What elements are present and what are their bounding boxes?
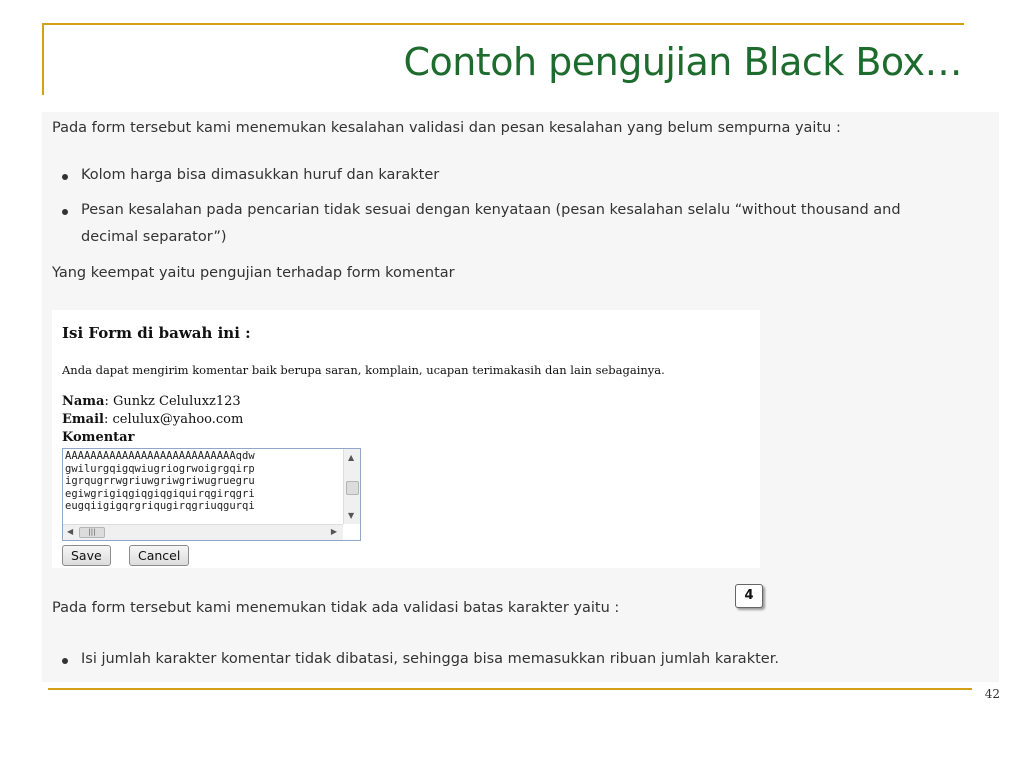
horizontal-scrollbar[interactable] (63, 524, 343, 540)
bullet-item: Kolom harga bisa dimasukkan huruf dan karakter (81, 167, 440, 183)
cancel-button[interactable]: Cancel (129, 545, 189, 566)
form-heading: Isi Form di bawah ini : (62, 324, 251, 342)
save-button[interactable]: Save (62, 545, 111, 566)
vertical-scrollbar[interactable] (343, 449, 360, 524)
email-label: Email (62, 412, 104, 427)
scroll-up-arrow-icon[interactable]: ▲ (348, 453, 355, 462)
bullet-item: Pesan kesalahan pada pencarian tidak sesuai dengan kenyataan (pesan kesalahan selalu “without thousand and (81, 202, 901, 218)
comment-text: AAAAAAAAAAAAAAAAAAAAAAAAAAAqdw gwilurgqigqwiugriogrwoigrgqirp igrqugrrwgriuwgriwgriwugruegru egiwgrigiqgiqgiqgiquirqgirqgri eugqiigigqrgriqugirqgriuqgurqi (65, 450, 255, 512)
comment-textarea[interactable] (62, 448, 361, 541)
top-rule (42, 23, 964, 25)
comment-form (52, 310, 760, 568)
bullet-item-continuation: decimal separator”) (81, 229, 227, 245)
comment-label: Komentar (62, 430, 135, 445)
scroll-right-arrow-icon[interactable]: ▶ (330, 527, 337, 536)
keempat-text: Yang keempat yaitu pengujian terhadap form komentar (52, 265, 455, 281)
email-field (62, 412, 243, 427)
bullet-icon (62, 658, 68, 664)
finding-text: Pada form tersebut kami menemukan tidak ada validasi batas karakter yaitu : (52, 600, 620, 616)
bullet-item: Isi jumlah karakter komentar tidak dibatasi, sehingga bisa memasukkan ribuan jumlah karakter. (81, 651, 779, 667)
name-value: : Gunkz Celuluxz123 (104, 394, 241, 409)
intro-text: Pada form tersebut kami menemukan kesalahan validasi dan pesan kesalahan yang belum sempurna yaitu : (52, 120, 841, 136)
scroll-thumb[interactable]: ||| (79, 527, 105, 538)
note-number-box: 4 (735, 584, 763, 608)
scroll-left-arrow-icon[interactable]: ◀ (67, 527, 74, 536)
content-area (42, 112, 999, 682)
scroll-down-arrow-icon[interactable]: ▼ (348, 511, 355, 520)
bullet-icon (62, 174, 68, 180)
name-field (62, 394, 241, 409)
form-description: Anda dapat mengirim komentar baik berupa saran, komplain, ucapan terimakasih dan lain sebagainya. (62, 363, 665, 377)
left-rule (42, 23, 44, 95)
page-number: 42 (984, 687, 1000, 701)
slide-title: Contoh pengujian Black Box… (403, 40, 962, 84)
bottom-rule (48, 688, 972, 690)
name-label: Nama (62, 394, 105, 409)
email-value: : celulux@yahoo.com (103, 412, 244, 427)
bullet-icon (62, 209, 68, 215)
scroll-thumb[interactable] (346, 481, 359, 495)
